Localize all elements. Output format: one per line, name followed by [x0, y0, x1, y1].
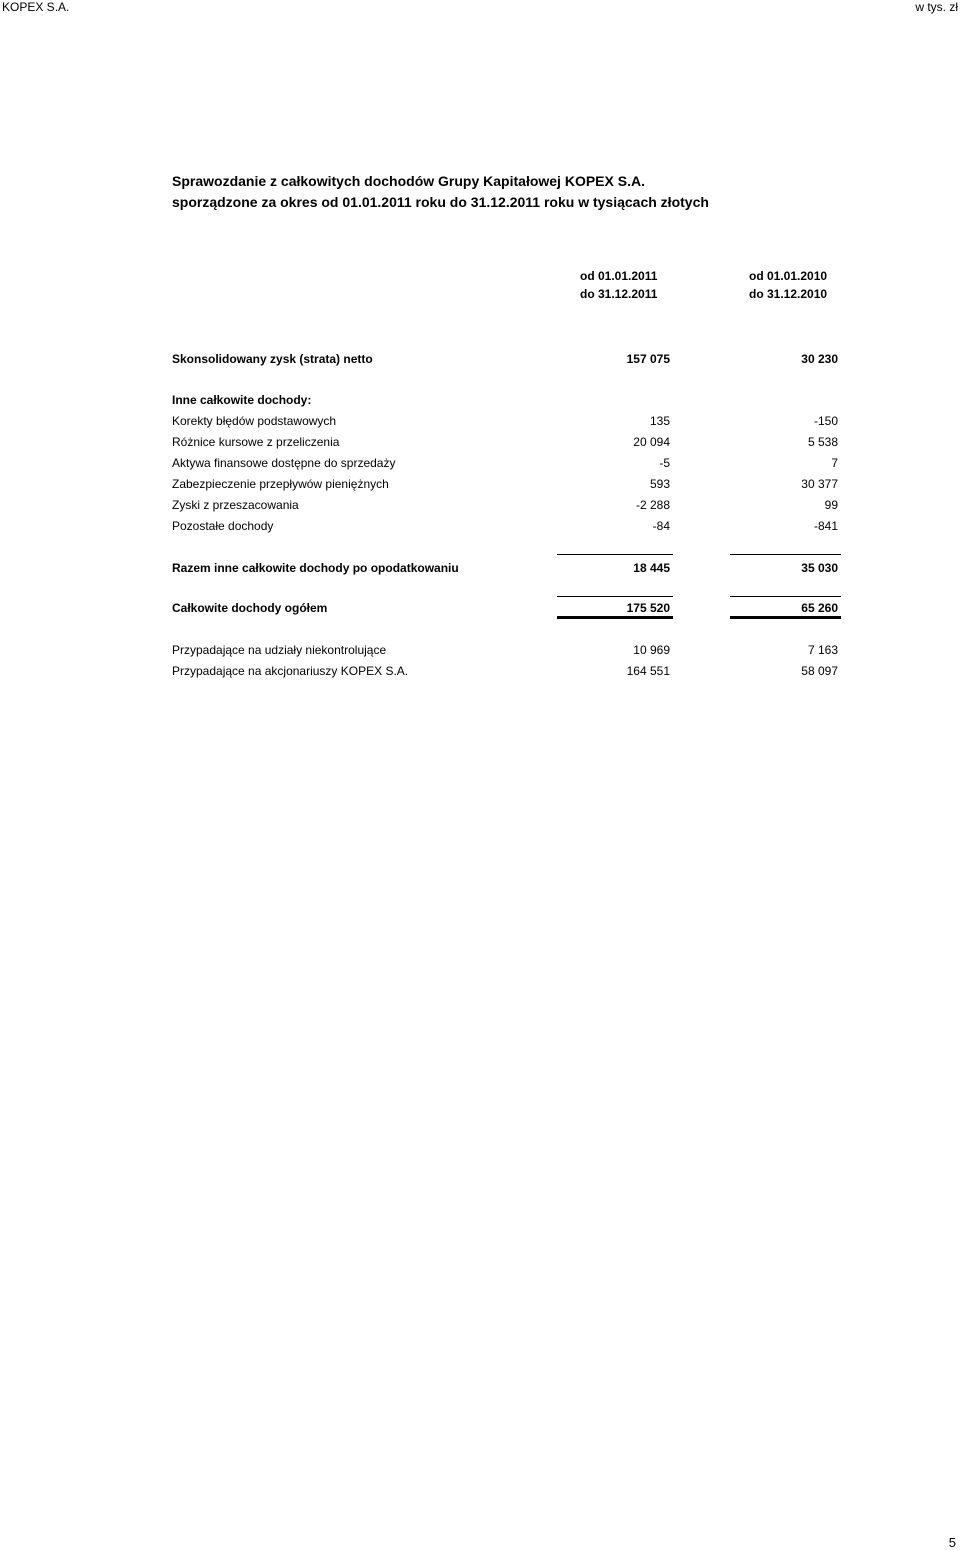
attributable-label: Przypadające na akcjonariuszy KOPEX S.A.: [172, 664, 409, 678]
table-row: [172, 476, 840, 492]
item-value-2011: 593: [649, 477, 670, 491]
total-rule-2010: [730, 596, 841, 597]
table-row: [172, 642, 840, 658]
total-comprehensive-income-row: [172, 600, 840, 616]
net-profit-row: [172, 351, 840, 367]
statement-title: Sprawozdanie z całkowitych dochodów Grupy Kapitałowej KOPEX S.A.: [172, 173, 645, 189]
item-label: Zabezpieczenie przepływów pieniężnych: [172, 477, 389, 491]
table-row: [172, 497, 840, 513]
net-profit-2011: 157 075: [626, 352, 670, 366]
total-double-rule-2010: [730, 616, 841, 619]
net-profit-label: Skonsolidowany zysk (strata) netto: [172, 352, 373, 366]
table-row: [172, 434, 840, 450]
item-value-2010: 5 538: [807, 435, 838, 449]
item-value-2011: -2 288: [635, 498, 670, 512]
table-row: [172, 413, 840, 429]
item-value-2011: 20 094: [633, 435, 670, 449]
total-rule-2011: [557, 596, 673, 597]
other-income-heading-row: [172, 392, 840, 408]
table-row: [172, 518, 840, 534]
attributable-value-2010: 7 163: [807, 643, 838, 657]
item-label: Różnice kursowe z przeliczenia: [172, 435, 340, 449]
item-value-2011: -5: [659, 456, 670, 470]
item-value-2010: 30 377: [801, 477, 838, 491]
period-previous-to: do 31.12.2010: [749, 287, 828, 301]
item-value-2011: -84: [652, 519, 670, 533]
attributable-value-2010: 58 097: [801, 664, 838, 678]
item-label: Aktywa finansowe dostępne do sprzedaży: [172, 456, 396, 470]
total-other-income-2010: 35 030: [801, 561, 838, 575]
period-current-to: do 31.12.2011: [580, 287, 658, 301]
attributable-value-2011: 10 969: [633, 643, 670, 657]
table-row: [172, 455, 840, 471]
item-value-2010: 7: [831, 456, 838, 470]
item-label: Zyski z przeszacowania: [172, 498, 299, 512]
item-value-2011: 135: [649, 414, 670, 428]
total-comprehensive-income-2011: 175 520: [626, 601, 670, 615]
item-value-2010: -150: [813, 414, 838, 428]
net-profit-2010: 30 230: [801, 352, 838, 366]
total-double-rule-2011: [557, 616, 673, 619]
period-previous-from: od 01.01.2010: [749, 269, 828, 283]
item-value-2010: -841: [813, 519, 838, 533]
company-name: KOPEX S.A.: [2, 0, 70, 14]
statement-subtitle: sporządzone za okres od 01.01.2011 roku do 31.12.2011 roku w tysiącach złotych: [172, 194, 709, 210]
total-comprehensive-income-label: Całkowite dochody ogółem: [172, 601, 328, 615]
attributable-label: Przypadające na udziały niekontrolujące: [172, 643, 387, 657]
total-comprehensive-income-2010: 65 260: [801, 601, 838, 615]
item-value-2010: 99: [824, 498, 838, 512]
other-income-heading: Inne całkowite dochody:: [172, 393, 312, 407]
currency-unit: w tys. zł: [915, 0, 958, 14]
period-current-from: od 01.01.2011: [580, 269, 658, 283]
total-other-income-row: [172, 560, 840, 576]
attributable-value-2011: 164 551: [626, 664, 670, 678]
total-other-income-2011: 18 445: [633, 561, 670, 575]
subtotal-rule-2010: [730, 554, 841, 555]
item-label: Korekty błędów podstawowych: [172, 414, 337, 428]
item-label: Pozostałe dochody: [172, 519, 274, 533]
total-other-income-label: Razem inne całkowite dochody po opodatkowaniu: [172, 561, 459, 575]
subtotal-rule-2011: [557, 554, 673, 555]
page-number: 5: [948, 1535, 956, 1550]
table-row: [172, 663, 840, 679]
